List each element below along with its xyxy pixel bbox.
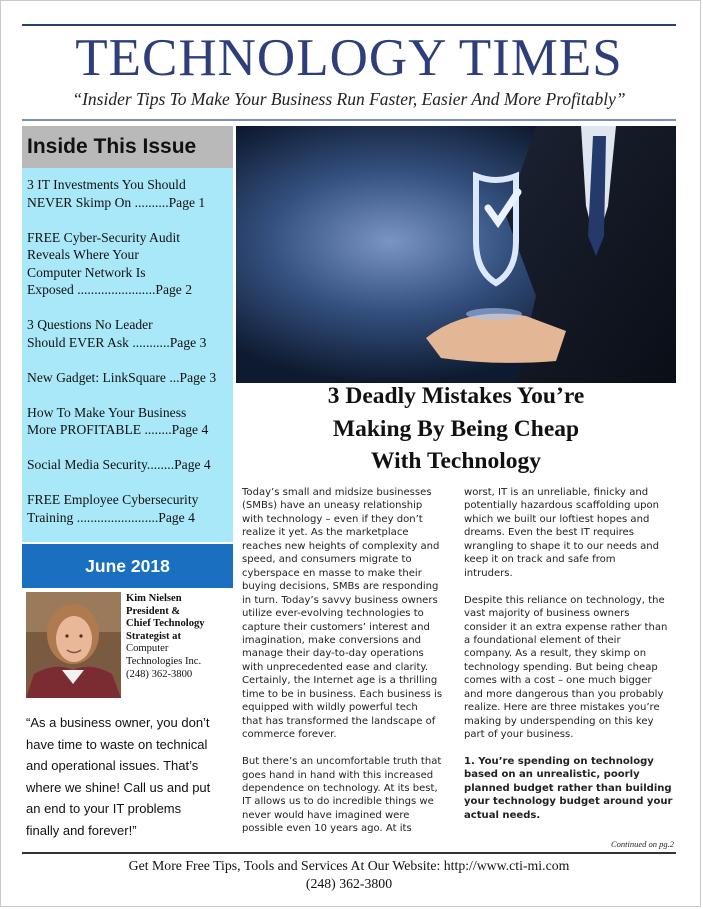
article-line: part of your business. bbox=[464, 729, 574, 741]
toc-item-line: 3 Questions No Leader bbox=[27, 317, 153, 332]
author-info bbox=[126, 593, 236, 681]
article-line: manage their day-to-day operations bbox=[242, 648, 424, 660]
quote-line: “As a business owner, you don’t bbox=[26, 715, 210, 730]
article-line: actual needs. bbox=[464, 809, 541, 821]
article-headline bbox=[236, 380, 676, 478]
businessman-shield-image bbox=[236, 126, 676, 383]
article-paragraph bbox=[242, 755, 456, 836]
quote-line: and operational issues. That’s bbox=[26, 758, 199, 774]
quote-line: have time to waste on technical bbox=[26, 736, 208, 752]
article-line: making by underspending on this key bbox=[464, 715, 654, 727]
article-paragraph bbox=[464, 594, 678, 742]
quote-line: an end to your IT problems bbox=[26, 801, 182, 817]
article-line: dependence on technology. At its best, bbox=[242, 782, 438, 794]
headline-line: Making By Being Cheap bbox=[332, 415, 580, 442]
continued-note: Continued on pg.2 bbox=[610, 839, 674, 849]
article-line: Despite this reliance on technology, the bbox=[464, 594, 665, 606]
toc-item bbox=[27, 456, 229, 474]
toc-item bbox=[27, 316, 229, 351]
article-line: speed, and consumers migrate to bbox=[242, 554, 412, 566]
article-line: comes with a cost – one much bigger bbox=[464, 675, 652, 687]
toc-item-line: Social Media Security........Page 4 bbox=[27, 457, 211, 472]
headline-line: With Technology bbox=[371, 448, 541, 474]
article-paragraph bbox=[464, 486, 678, 580]
author-company-line: Technologies Inc. bbox=[126, 655, 202, 667]
toc-item bbox=[27, 369, 229, 387]
article-line: company. As a result, they skimp on bbox=[464, 648, 647, 660]
article-line: realize. Here are three mistakes you’re bbox=[464, 702, 660, 714]
article-line: utilize ever-evolving technologies to bbox=[242, 608, 424, 620]
toc-item-line: Reveals Where Your bbox=[27, 247, 139, 262]
article-line: that has transformed the landscape of bbox=[242, 715, 436, 727]
toc-item-line: Training ........................Page 4 bbox=[27, 509, 195, 525]
article-line: Today’s small and midsize businesses bbox=[242, 487, 432, 498]
article-line: 1. You’re spending on technology bbox=[464, 756, 654, 768]
article-line: vast majority of business owners bbox=[464, 608, 630, 620]
toc-item bbox=[27, 491, 229, 526]
author-portrait-image bbox=[26, 592, 121, 698]
article-line: keep it on track and safe from bbox=[464, 554, 616, 566]
article-line: wrangling to shape it to our needs and bbox=[464, 540, 660, 552]
author-photo bbox=[26, 592, 121, 698]
article-line: in turn. Today’s savvy business owners bbox=[242, 594, 438, 606]
article-paragraph bbox=[464, 755, 678, 822]
newsletter-tagline: “Insider Tips To Make Your Business Run Faster, Easier And More Profitably” bbox=[72, 89, 626, 109]
headline-line: 3 Deadly Mistakes You’re bbox=[327, 383, 585, 409]
issue-date-banner: June 2018 bbox=[22, 544, 233, 588]
masthead-top-rule bbox=[22, 24, 676, 26]
article-line: intruders. bbox=[464, 567, 513, 579]
article-line: realize it yet. As the marketplace bbox=[242, 527, 409, 539]
toc-item-line: 3 IT Investments You Should bbox=[27, 177, 186, 192]
article-line: planned budget rather than building bbox=[464, 782, 672, 794]
article-line: Certainly, the Internet age is a thrilling bbox=[242, 675, 438, 687]
toc-item bbox=[27, 176, 229, 211]
author-phone: (248) 362-3800 bbox=[126, 668, 193, 680]
toc-item-line: FREE Cyber-Security Audit bbox=[27, 229, 181, 245]
article-line: But there’s an uncomfortable truth that bbox=[242, 756, 442, 768]
article-line: and more dangerous than you probably bbox=[464, 688, 664, 700]
article-line: technology spending. But being cheap bbox=[464, 661, 658, 673]
author-quote bbox=[26, 712, 238, 842]
author-title-line: Chief Technology bbox=[126, 618, 205, 630]
article-line: time to be in business. Each business is bbox=[242, 688, 443, 700]
toc-item-line: New Gadget: LinkSquare ...Page 3 bbox=[27, 369, 217, 385]
article-line: consider it an extra expense rather than bbox=[464, 621, 668, 633]
toc-item-line: More PROFITABLE ........Page 4 bbox=[27, 422, 209, 437]
author-company-line: Computer bbox=[126, 643, 169, 655]
article-line: equipped with wildly powerful tech bbox=[242, 702, 418, 714]
article-line: reaches new heights of complexity and bbox=[242, 540, 440, 552]
article-line: worst, IT is an unreliable, finicky and bbox=[464, 487, 649, 498]
toc-item bbox=[27, 229, 229, 299]
footer-website-line: Get More Free Tips, Tools and Services At Our Website: http://www.cti-mi.com bbox=[128, 858, 570, 873]
author-name: Kim Nielsen bbox=[126, 593, 182, 604]
hero-image bbox=[236, 126, 676, 383]
author-title-line: Strategist at bbox=[126, 630, 182, 642]
article-line: dreams. Even the best IT requires bbox=[464, 527, 634, 539]
toc-item-line: How To Make Your Business bbox=[27, 404, 187, 420]
article-line: with technology – even if they don’t bbox=[242, 513, 423, 525]
article-line: with unprecedented ease and clarity. bbox=[242, 661, 429, 673]
quote-line: finally and forever!” bbox=[26, 822, 137, 838]
article-line: never would have imagined were bbox=[242, 809, 410, 821]
table-of-contents bbox=[22, 168, 233, 542]
article-line: which we built our loftiest hopes and bbox=[464, 513, 650, 525]
toc-item-line: Exposed .......................Page 2 bbox=[27, 282, 192, 297]
article-line: your technology budget around your bbox=[464, 796, 673, 808]
footer-phone: (248) 362-3800 bbox=[305, 876, 393, 891]
footer-rule bbox=[22, 852, 676, 854]
article-paragraph bbox=[242, 486, 456, 742]
inside-issue-header: Inside This Issue bbox=[22, 126, 233, 168]
article-line: a foundational element of their bbox=[464, 634, 621, 646]
article-line: IT allows us to do incredible things we bbox=[242, 796, 434, 808]
article-line: potentially hazardous scaffolding upon bbox=[464, 500, 659, 512]
article-column-right bbox=[464, 486, 678, 836]
toc-item bbox=[27, 404, 229, 439]
toc-item-line: Should EVER Ask ...........Page 3 bbox=[27, 334, 207, 350]
article-line: (SMBs) have an uneasy relationship bbox=[242, 500, 423, 512]
article-line: cyberspace en masse to make their bbox=[242, 567, 422, 579]
newsletter-title: TECHNOLOGY TIMES bbox=[75, 29, 623, 87]
article-line: capture their customers’ interest and bbox=[242, 621, 430, 633]
toc-item-line: Computer Network Is bbox=[27, 264, 146, 280]
article-column-left bbox=[242, 486, 456, 849]
article-line: based on an unrealistic, poorly bbox=[464, 769, 640, 781]
author-title-line: President & bbox=[126, 605, 181, 617]
quote-line: where we shine! Call us and put bbox=[26, 779, 211, 795]
article-line: buying decisions, SMBs are responding bbox=[242, 581, 439, 593]
article-line: goes hand in hand with this increased bbox=[242, 769, 434, 781]
masthead-bottom-rule bbox=[22, 119, 676, 121]
article-line: imagination, make conversions and bbox=[242, 634, 422, 646]
article-line: commerce forever. bbox=[242, 729, 337, 741]
toc-item-line: NEVER Skimp On ..........Page 1 bbox=[27, 194, 206, 210]
toc-item-line: FREE Employee Cybersecurity bbox=[27, 492, 199, 507]
article-line: possible even 10 years ago. At its bbox=[242, 823, 412, 835]
